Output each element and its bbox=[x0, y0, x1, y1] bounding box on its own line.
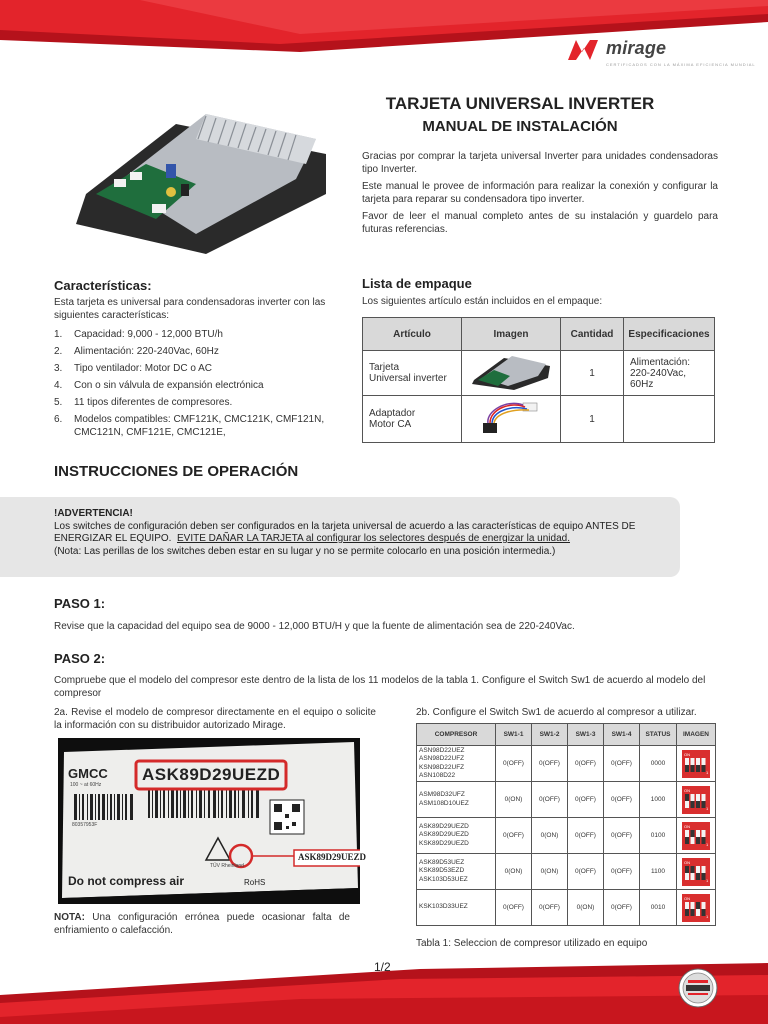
warning-line: (Nota: Las perillas de los switches deben estar en su lugar y no se permite colocarlo en una posición intermedia.) bbox=[54, 545, 556, 557]
compressor-models bbox=[417, 746, 496, 782]
sw1-3-cell: 0(OFF) bbox=[568, 746, 604, 782]
column-header: SW1-2 bbox=[532, 724, 568, 746]
warning-title: !ADVERTENCIA! bbox=[54, 508, 133, 519]
dip-off-label: 1 bbox=[706, 769, 709, 775]
sw1-3-cell: 0(OFF) bbox=[568, 818, 604, 854]
inverter-board-image bbox=[56, 84, 346, 264]
lista-empaque-description: Los siguientes artículo están incluidos en el empaque: bbox=[362, 296, 603, 307]
compressor-model: KSN98D22UFZ bbox=[419, 763, 465, 771]
compressor-spec: 100 ~ at 60Hz bbox=[70, 782, 102, 788]
image-cell bbox=[677, 818, 716, 854]
list-item bbox=[54, 379, 344, 392]
sw1-4-cell: 0(OFF) bbox=[604, 890, 640, 926]
sw1-4-cell: 0(OFF) bbox=[604, 818, 640, 854]
dip-knob bbox=[685, 909, 689, 916]
table-cell bbox=[462, 351, 561, 396]
packing-list-table bbox=[362, 317, 715, 443]
compressor-models bbox=[417, 890, 496, 926]
compressor-model: ASK89D29UEZD bbox=[142, 765, 281, 784]
column-header: STATUS bbox=[640, 724, 677, 746]
board-thumbnail-icon bbox=[468, 352, 554, 392]
dip-off-label: 1 bbox=[706, 877, 709, 883]
list-item bbox=[54, 345, 344, 358]
dip-off-label: 1 bbox=[706, 913, 709, 919]
dip-knob bbox=[691, 866, 695, 873]
compressor-model: ASK89D53UEZ bbox=[419, 858, 465, 866]
table-cell bbox=[462, 396, 561, 443]
dip-switch-icon bbox=[682, 822, 710, 850]
dip-switch-graphic bbox=[682, 858, 710, 886]
compressor-models bbox=[417, 782, 496, 818]
tuv-mark: TÜV Rheinland bbox=[210, 863, 244, 869]
dip-on-label: ON bbox=[684, 787, 690, 793]
dip-knob bbox=[691, 765, 695, 772]
dip-knob bbox=[696, 873, 700, 880]
compressor-model: ASK103D53UEZ bbox=[419, 875, 468, 883]
paso2b-text: 2b. Configure el Switch Sw1 de acuerdo al compresor a utilizar. bbox=[416, 707, 697, 718]
image-cell bbox=[677, 890, 716, 926]
nota-label: NOTA: bbox=[54, 912, 85, 923]
warning-energize: ENERGIZAR EL EQUIPO. bbox=[54, 533, 172, 544]
image-cell bbox=[677, 854, 716, 890]
image-cell bbox=[677, 746, 716, 782]
column-header: SW1-3 bbox=[568, 724, 604, 746]
table-row bbox=[417, 854, 716, 890]
page-number: 1/2 bbox=[374, 960, 391, 974]
dip-knob bbox=[696, 765, 700, 772]
dip-off-label: 1 bbox=[706, 805, 709, 811]
list-text: 11 tipos diferentes de compresores. bbox=[74, 397, 233, 408]
table-row bbox=[417, 890, 716, 926]
dip-knob bbox=[691, 801, 695, 808]
column-header: Artículo bbox=[363, 318, 462, 351]
sw1-1-cell: 0(OFF) bbox=[496, 890, 532, 926]
intro-paragraph: Este manual le provee de información para realizar la conexión y configurar la tarjeta para reparar su condensadora tipo inverter. bbox=[362, 181, 718, 205]
list-item bbox=[54, 362, 344, 375]
dip-on-label: ON bbox=[684, 751, 690, 757]
dip-knob bbox=[691, 909, 695, 916]
list-number: 6. bbox=[54, 414, 63, 425]
table-cell bbox=[624, 396, 715, 443]
caracteristicas-description: Esta tarjeta es universal para condensadoras inverter con las siguientes características: bbox=[54, 297, 326, 321]
dip-knob bbox=[702, 909, 706, 916]
compressor-model: ASK89D29UEZD bbox=[419, 831, 469, 839]
paso2a-text: 2a. Revise el modelo de compresor directamente en el equipo o solicite la información con su distribuidor autorizado Mirage. bbox=[54, 707, 376, 731]
dip-on-label: ON bbox=[684, 895, 690, 901]
compressor-model: ASK89D29UEZD bbox=[419, 822, 469, 830]
articulo-name: Motor CA bbox=[369, 419, 412, 430]
compressor-model: ASN98D22UEZ bbox=[419, 746, 465, 754]
paso1-text: Revise que la capacidad del equipo sea de 9000 - 12,000 BTU/H y que la fuente de alimentación sea de 220-240Vac. bbox=[54, 621, 575, 632]
table-cell: 1 bbox=[561, 396, 624, 443]
compressor-model: ASM98D32UFZ bbox=[419, 791, 465, 798]
caracteristicas-heading: Características: bbox=[54, 278, 152, 293]
list-text: Con o sin válvula de expansión electrónica bbox=[74, 380, 264, 391]
compress-warning: Do not compress air bbox=[68, 874, 185, 888]
dip-knob bbox=[696, 902, 700, 909]
compressor-serial: 80357953F bbox=[72, 822, 98, 828]
column-header: Cantidad bbox=[561, 318, 624, 351]
dip-switch-icon bbox=[682, 786, 710, 814]
column-header: SW1-1 bbox=[496, 724, 532, 746]
list-text: Alimentación: 220-240Vac, 60Hz bbox=[74, 346, 219, 357]
intro-paragraph: Favor de leer el manual completo antes de su instalación y guardelo para futuras referencias. bbox=[362, 211, 718, 235]
dip-on-label: ON bbox=[684, 859, 690, 865]
articulo-name: Tarjeta bbox=[369, 362, 400, 373]
sw1-2-cell: 0(ON) bbox=[532, 854, 568, 890]
warning-line: Los switches de configuración deben ser configurados en la tarjeta universal de acuerdo a las características de equipo ANTES DE bbox=[54, 520, 636, 532]
sw1-3-cell: 0(OFF) bbox=[568, 782, 604, 818]
warning-line bbox=[54, 533, 674, 546]
list-item bbox=[54, 413, 344, 439]
compressor-model: KSK103D33UEZ bbox=[419, 903, 468, 911]
dip-switch-icon bbox=[682, 750, 710, 778]
dip-knob bbox=[702, 801, 706, 808]
dip-knob bbox=[685, 794, 689, 801]
table-cell bbox=[363, 396, 462, 443]
dip-switch-icon bbox=[682, 858, 710, 886]
dip-switch-graphic bbox=[682, 822, 710, 850]
sw1-4-cell: 0(OFF) bbox=[604, 782, 640, 818]
table-header-row bbox=[363, 318, 715, 351]
dip-knob bbox=[685, 866, 689, 873]
paso2-heading: PASO 2: bbox=[54, 651, 106, 666]
sw1-1-cell: 0(ON) bbox=[496, 782, 532, 818]
column-header: Imagen bbox=[462, 318, 561, 351]
lista-empaque-heading: Lista de empaque bbox=[362, 276, 472, 291]
spec-text: 220-240Vac, 60Hz bbox=[630, 367, 686, 390]
column-header: Especificaciones bbox=[624, 318, 715, 351]
table-row bbox=[363, 351, 715, 396]
dip-knob bbox=[685, 765, 689, 772]
sw1-3-cell: 0(ON) bbox=[568, 890, 604, 926]
compressor-switch-table bbox=[416, 723, 716, 926]
sw1-1-cell: 0(OFF) bbox=[496, 746, 532, 782]
model-callout: ASK89D29UEZD bbox=[298, 852, 367, 862]
document-title: TARJETA UNIVERSAL INVERTER bbox=[385, 94, 655, 113]
certification-seal-icon bbox=[678, 968, 718, 1008]
dip-switch-icon bbox=[682, 894, 710, 922]
status-cell: 1000 bbox=[640, 782, 677, 818]
table-row bbox=[363, 396, 715, 443]
table-cell bbox=[624, 351, 715, 396]
dip-knob bbox=[702, 873, 706, 880]
sw1-3-cell: 0(OFF) bbox=[568, 854, 604, 890]
list-text: Capacidad: 9,000 - 12,000 BTU/h bbox=[74, 329, 223, 340]
compressor-brand: GMCC bbox=[68, 766, 108, 781]
sw1-2-cell: 0(OFF) bbox=[532, 890, 568, 926]
sw1-2-cell: 0(ON) bbox=[532, 818, 568, 854]
dip-switch-graphic bbox=[682, 750, 710, 778]
list-number: 1. bbox=[54, 329, 63, 340]
intro-text bbox=[362, 150, 718, 240]
nota-body: Una configuración errónea puede ocasionar falta de enfriamiento o calefacción. bbox=[54, 912, 350, 936]
compressor-label-photo bbox=[58, 738, 367, 904]
status-cell: 0000 bbox=[640, 746, 677, 782]
list-item bbox=[54, 396, 344, 409]
status-cell: 1100 bbox=[640, 854, 677, 890]
nota-text bbox=[54, 911, 350, 937]
rohs-mark: RoHS bbox=[244, 878, 266, 887]
sw1-1-cell: 0(ON) bbox=[496, 854, 532, 890]
dip-on-label: ON bbox=[684, 823, 690, 829]
compressor-models bbox=[417, 854, 496, 890]
table-row bbox=[417, 782, 716, 818]
paso2-text: Compruebe que el modelo del compresor este dentro de la lista de los 11 modelos de la tabla 1. Configure el Switch Sw1 de acuerdo al modelo del compresor bbox=[54, 675, 706, 699]
operation-instructions-heading: INSTRUCCIONES DE OPERACIÓN bbox=[54, 463, 299, 480]
status-cell: 0010 bbox=[640, 890, 677, 926]
warning-box bbox=[0, 497, 680, 577]
sw1-2-cell: 0(OFF) bbox=[532, 746, 568, 782]
warning-text bbox=[54, 508, 674, 558]
mirage-logo-icon bbox=[566, 38, 606, 62]
table-row bbox=[417, 818, 716, 854]
status-cell: 0100 bbox=[640, 818, 677, 854]
brand-tagline: CERTIFICADOS CON LA MÁXIMA EFICIENCIA MUNDIAL bbox=[606, 62, 756, 67]
column-header: SW1-4 bbox=[604, 724, 640, 746]
sw1-4-cell: 0(OFF) bbox=[604, 746, 640, 782]
sw1-2-cell: 0(OFF) bbox=[532, 782, 568, 818]
dip-knob bbox=[702, 765, 706, 772]
table-cell: 1 bbox=[561, 351, 624, 396]
articulo-name: Adaptador bbox=[369, 408, 416, 419]
dip-knob bbox=[696, 837, 700, 844]
paso1-heading: PASO 1: bbox=[54, 596, 106, 611]
list-item bbox=[54, 328, 344, 341]
compressor-model: ASM108D10UEZ bbox=[419, 799, 469, 807]
dip-switch-graphic bbox=[682, 786, 710, 814]
sw1-4-cell: 0(OFF) bbox=[604, 854, 640, 890]
dip-knob bbox=[696, 801, 700, 808]
mirage-logo bbox=[566, 36, 756, 72]
compressor-model: ASN98D22UFZ bbox=[419, 755, 465, 762]
table-cell bbox=[363, 351, 462, 396]
caracteristicas-list bbox=[54, 328, 344, 443]
compressor-model: ASN108D22 bbox=[419, 772, 456, 779]
list-text: Modelos compatibles: CMF121K, CMC121K, CMF121N, CMC121N, CMF121E, CMC121E, bbox=[74, 414, 325, 438]
column-header: IMAGEN bbox=[677, 724, 716, 746]
motor-adapter-icon bbox=[481, 397, 541, 439]
compressor-model: KSK89D29UEZD bbox=[419, 839, 469, 847]
list-number: 2. bbox=[54, 346, 63, 357]
articulo-name: Universal inverter bbox=[369, 373, 447, 384]
warning-avoid-damage: EVITE DAÑAR LA TARJETA al configurar los selectores después de energizar la unidad. bbox=[177, 533, 570, 544]
sw1-1-cell: 0(OFF) bbox=[496, 818, 532, 854]
dip-switch-graphic bbox=[682, 894, 710, 922]
dip-knob bbox=[685, 837, 689, 844]
list-number: 3. bbox=[54, 363, 63, 374]
list-text: Tipo ventilador: Motor DC o AC bbox=[74, 363, 213, 374]
column-header: COMPRESOR bbox=[417, 724, 496, 746]
compressor-models bbox=[417, 818, 496, 854]
image-cell bbox=[677, 782, 716, 818]
dip-knob bbox=[691, 830, 695, 837]
intro-paragraph: Gracias por comprar la tarjeta universal Inverter para unidades condensadoras tipo Inverter. bbox=[362, 151, 718, 175]
spec-text: Alimentación: bbox=[630, 356, 691, 368]
document-subtitle: MANUAL DE INSTALACIÓN bbox=[422, 118, 618, 135]
compressor-model: KSK89D53EZD bbox=[419, 867, 465, 875]
dip-knob bbox=[702, 837, 706, 844]
table-header-row bbox=[417, 724, 716, 746]
table-caption: Tabla 1: Seleccion de compresor utilizado en equipo bbox=[416, 938, 648, 949]
list-number: 4. bbox=[54, 380, 63, 391]
table-row bbox=[417, 746, 716, 782]
dip-off-label: 1 bbox=[706, 841, 709, 847]
brand-name: mirage bbox=[606, 38, 667, 58]
list-number: 5. bbox=[54, 397, 63, 408]
